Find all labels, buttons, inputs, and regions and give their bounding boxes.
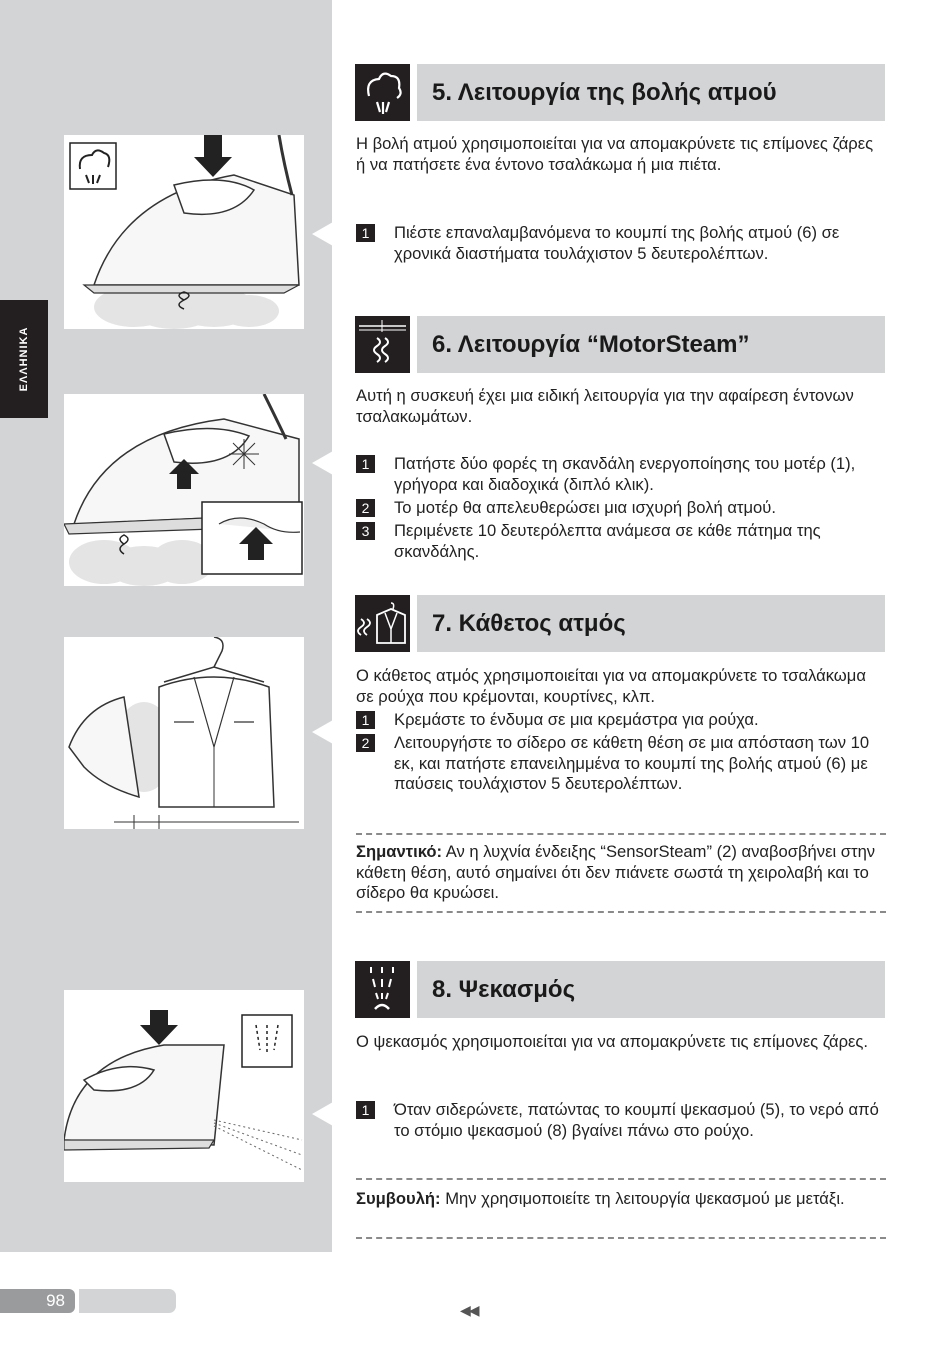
list-item: 2 Λειτουργήστε το σίδερο σε κάθετη θέση σε μια απόσταση των 10 εκ, και πατήστε επανειλημμένα το κουμπί της βολής ατμού (6) με παύσεις τουλάχιστον 5 δευτερολέπτων. <box>356 733 886 795</box>
section-title: 6. Λειτουργία “MotorSteam” <box>417 316 885 373</box>
section-intro: Ο κάθετος ατμός χρησιμοποιείται για να απομακρύνετε το τσαλάκωμα σε ρούχα που κρέμονται, κουρτίνες, κλπ. <box>356 666 866 706</box>
divider <box>356 911 886 913</box>
vertical-steam-icon <box>355 595 410 652</box>
illustration-pointer <box>312 451 333 475</box>
list-item: 1 Κρεμάστε το ένδυμα σε μια κρεμάστρα για ρούχα. <box>356 710 886 731</box>
list-item: 3 Περιμένετε 10 δευτερόλεπτα ανάμεσα σε κάθε πάτημα της σκανδάλης. <box>356 521 886 562</box>
section-intro: Η βολή ατμού χρησιμοποιείται για να απομακρύνετε τις επίμονες ζάρες ή να πατήσετε ένα έντονο τσαλάκωμα ή μια πιέτα. <box>356 134 874 174</box>
list-item: 1 Όταν σιδερώνετε, πατώντας το κουμπί ψεκασμού (5), το νερό από το στόμιο ψεκασμού (8) βγαίνει πάνω στο ρούχο. <box>356 1100 886 1141</box>
list-item: 1 Πατήστε δύο φορές τη σκανδάλη ενεργοποίησης του μοτέρ (1), γρήγορα και διαδοχικά (διπλό κλικ). <box>356 454 886 495</box>
illustration-pointer <box>312 720 333 744</box>
important-note: Σημαντικό: Αν η λυχνία ένδειξης “SensorSteam” (2) αναβοσβήνει στην κάθετη θέση, αυτό σημαίνει ότι δεν πιάνετε σωστά τη χειρολαβή και το σίδερο θα κρυώσει. <box>356 842 876 902</box>
illustration-pointer <box>312 222 333 246</box>
tip-note: Συμβουλή: Μην χρησιμοποιείτε τη λειτουργία ψεκασμού με μετάξι. <box>356 1189 845 1208</box>
list-item: 2 Το μοτέρ θα απελευθερώσει μια ισχυρή βολή ατμού. <box>356 498 886 519</box>
spray-illustration <box>64 990 304 1182</box>
divider <box>356 1237 886 1239</box>
section-title: 5. Λειτουργία της βολής ατμού <box>417 64 885 121</box>
motorsteam-illustration <box>64 394 304 586</box>
section-title: 7. Κάθετος ατμός <box>417 595 885 652</box>
burst-steam-icon <box>355 64 410 121</box>
language-tab: ΕΛΛΗΝΙΚΑ <box>0 300 48 418</box>
back-nav-icon[interactable]: ◀◀ <box>460 1302 478 1318</box>
spray-icon <box>355 961 410 1018</box>
section-title: 8. Ψεκασμός <box>417 961 885 1018</box>
divider <box>356 1178 886 1180</box>
motorsteam-icon <box>355 316 410 373</box>
illustration-pointer <box>312 1102 333 1126</box>
section-intro: Αυτή η συσκευή έχει μια ειδική λειτουργία για την αφαίρεση έντονων τσαλακωμάτων. <box>356 386 854 426</box>
divider <box>356 833 886 835</box>
burst-steam-illustration <box>64 135 304 329</box>
section-intro: Ο ψεκασμός χρησιμοποιείται για να απομακρύνετε τις επίμονες ζάρες. <box>356 1032 869 1051</box>
list-item: 1 Πιέστε επαναλαμβανόμενα το κουμπί της βολής ατμού (6) σε χρονικά διαστήματα τουλάχιστον 5 δευτερολέπτων. <box>356 223 886 264</box>
page-number: 98 <box>0 1289 75 1313</box>
page-bar <box>79 1289 176 1313</box>
vertical-steam-illustration <box>64 637 304 829</box>
